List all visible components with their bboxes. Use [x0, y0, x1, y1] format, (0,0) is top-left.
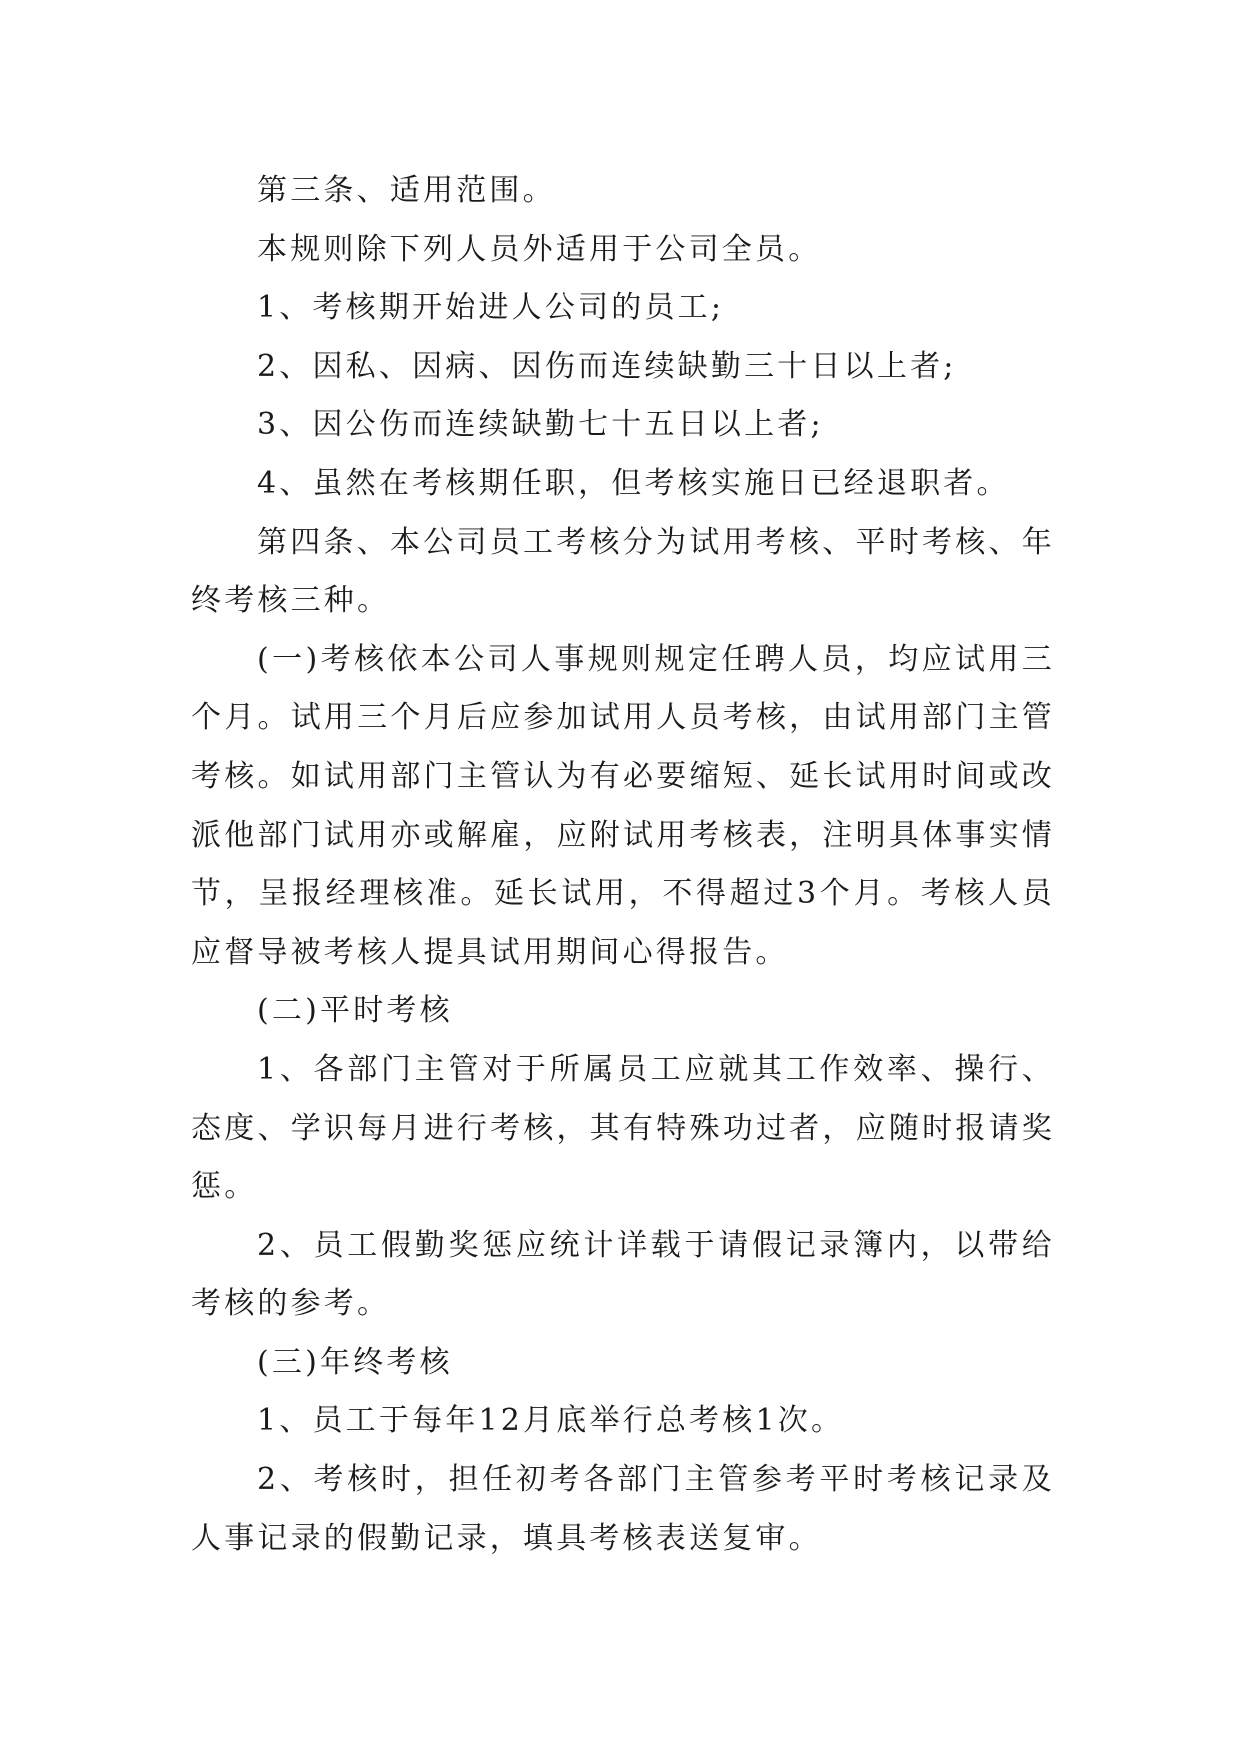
paragraph-regular-review-heading: (二)平时考核: [257, 993, 453, 1029]
paragraph-regular-review-1: 1、各部门主管对于所属员工应就其工作效率、操行、态度、学识每月进行考核，其有特殊功过者，应随时报请奖惩。: [191, 1051, 1055, 1205]
paragraph-scope-intro: 本规则除下列人员外适用于公司全员。: [257, 231, 822, 267]
paragraph-exclusion-4: 4、虽然在考核期任职，但考核实施日已经退职者。: [257, 465, 1010, 501]
paragraph-article-4: 第四条、本公司员工考核分为试用考核、平时考核、年终考核三种。: [191, 524, 1055, 619]
paragraph-article-3-title: 第三条、适用范围。: [257, 173, 556, 208]
document-body: [191, 162, 1055, 1568]
paragraph-exclusion-3: 3、因公伤而连续缺勤七十五日以上者;: [257, 407, 824, 443]
paragraph-probation-review: (一)考核依本公司人事规则规定任聘人员，均应试用三个月。试用三个月后应参加试用人员考核，由试用部门主管考核。如试用部门主管认为有必要缩短、延长试用时间或改派他部门试用亦或解雇，应附试用考核表，注明具体事实情节，呈报经理核准。延长试用，不得超过3个月。考核人员应督导被考核人提具试用期间心得报告。: [191, 641, 1055, 970]
paragraph-annual-review-heading: (三)年终考核: [257, 1344, 453, 1380]
paragraph-exclusion-1: 1、考核期开始进人公司的员工;: [257, 290, 725, 326]
paragraph-annual-review-2: 2、考核时，担任初考各部门主管参考平时考核记录及人事记录的假勤记录，填具考核表送复审。: [191, 1462, 1055, 1556]
paragraph-exclusion-2: 2、因私、因病、因伤而连续缺勤三十日以上者;: [257, 348, 957, 384]
paragraph-annual-review-1: 1、员工于每年12月底举行总考核1次。: [257, 1403, 845, 1439]
paragraph-regular-review-2: 2、员工假勤奖惩应统计详载于请假记录簿内，以带给考核的参考。: [191, 1227, 1055, 1322]
